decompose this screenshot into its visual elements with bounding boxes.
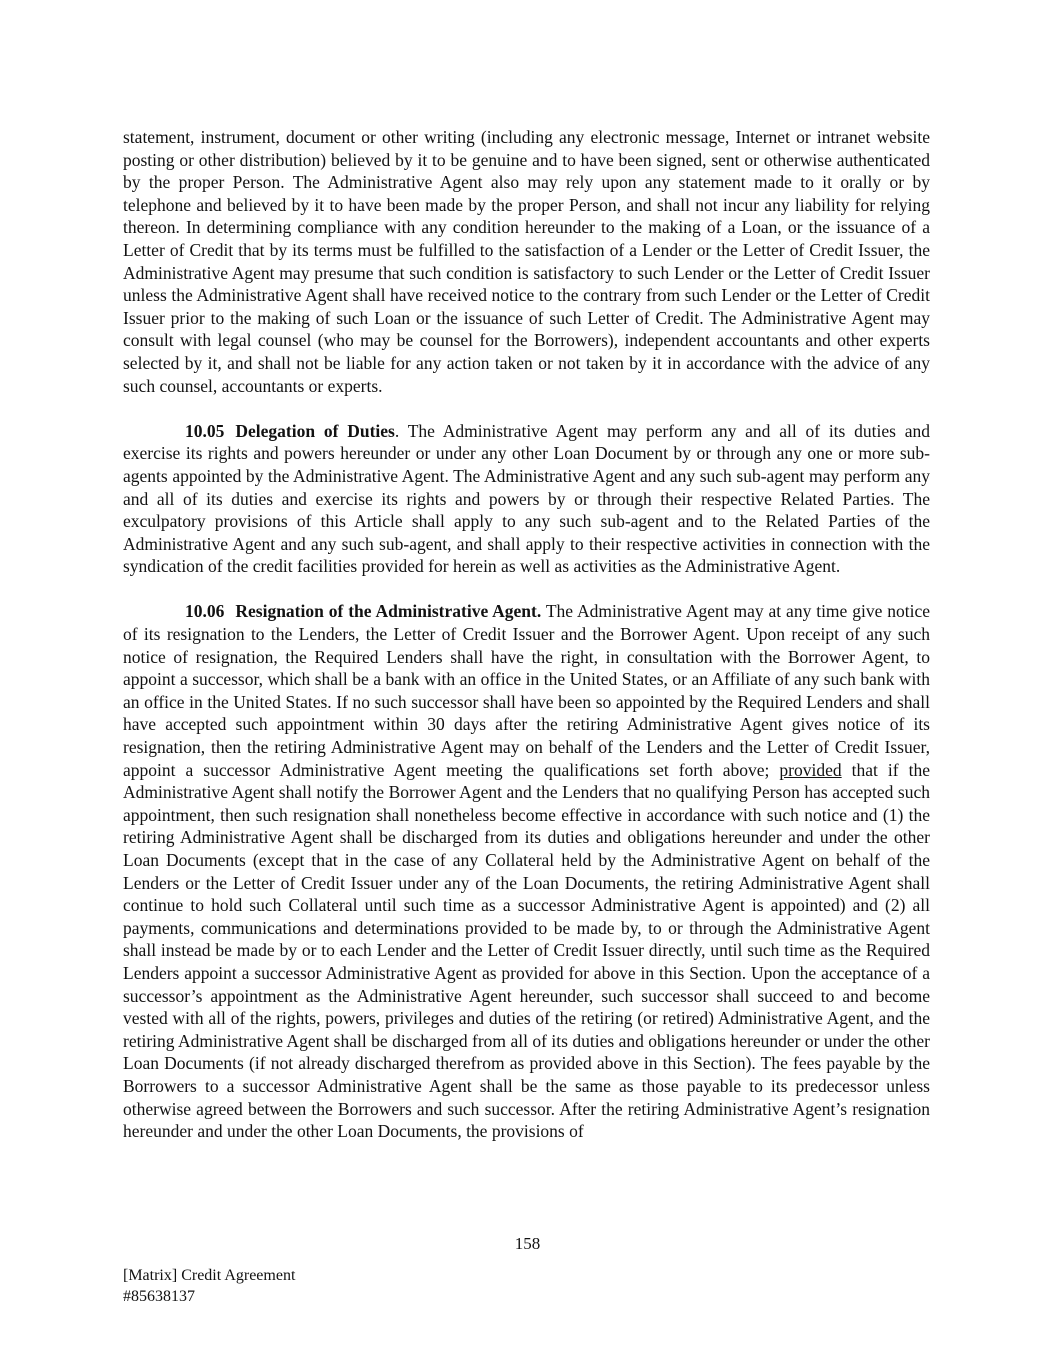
section-heading: Delegation of Duties — [235, 420, 395, 441]
footer-doc-label: [Matrix] Credit Agreement — [123, 1267, 296, 1284]
body-text: that if the Administrative Agent shall notify the Borrower Agent and the Lenders that no qualifying Person has accepted such appointment, then such resignation shall nonetheless become effective in accordance with such notice and (1) the retiring Administrative Agent shall be discharged from its duties and obligations hereunder and under the other Loan Documents (except that in the case of any Collateral held by the Administrative Agent on behalf of the Lenders or the Letter of Credit Issuer under any of the Loan Documents, the retiring Administrative Agent shall continue to hold such Collateral until such time as a successor Administrative Agent is appointed) and (2) all payments, communications and determinations provided to be made by, to or through the Administrative Agent shall instead be made by or to each Lender and the Letter of Credit Issuer directly, until such time as the Required Lenders appoint a successor Administrative Agent as provided for above in this Section. Upon the acceptance of a successor’s appointment as the Administrative Agent hereunder, such successor shall succeed to and become vested with all of the rights, powers, privileges and duties of the retiring (or retired) Administrative Agent, and the retiring Administrative Agent shall be discharged from all of its duties and obligations hereunder or under the other Loan Documents (if not already discharged therefrom as provided above in this Section). The fees payable by the Borrowers to a successor Administrative Agent shall be the same as those payable to its predecessor unless otherwise agreed between the Borrowers and such successor. After the retiring Administrative Agent’s resignation hereunder and under the other Loan Documents, the provisions of — [123, 759, 930, 1142]
defined-term: provided — [779, 759, 842, 780]
page-number: 158 — [514, 1234, 541, 1253]
section-heading: 10.05 — [185, 420, 225, 441]
section-heading: Resignation of the Administrative Agent. — [235, 601, 542, 622]
paragraph — [123, 600, 930, 1142]
body-text: The Administrative Agent may at any time give notice of its resignation to the Lenders, the Letter of Credit Issuer and the Borrower Agent. Upon receipt of any such notice of resignation, the Required Lenders shall have the right, in consultation with the Borrower Agent, to appoint a successor, which shall be a bank with an office in the United States, or an Affiliate of any such bank with an office in the United States. If no such successor shall have been so appointed by the Required Lenders and shall have accepted such appointment within 30 days after the retiring Administrative Agent gives notice of its resignation, then the retiring Administrative Agent may on behalf of the Lenders and the Letter of Credit Issuer, appoint a successor Administrative Agent meeting the qualifications set forth above; — [123, 601, 930, 780]
paragraph — [123, 126, 930, 397]
body-text: statement, instrument, document or other writing (including any electronic message, Internet or intranet website posting or other distribution) believed by it to be genuine and to have been signed, sent or otherwise authenticated by the proper Person. The Administrative Agent also may rely upon any statement made to it orally or by telephone and believed by it to have been made by the proper Person, and shall not incur any liability for relying thereon. In determining compliance with any condition hereunder to the making of a Loan, or the issuance of a Letter of Credit that by its terms must be fulfilled to the satisfaction of a Lender or the Letter of Credit Issuer, the Administrative Agent may presume that such condition is satisfactory to such Lender or the Letter of Credit Issuer unless the Administrative Agent shall have received notice to the contrary from such Lender or the Letter of Credit Issuer prior to the making of such Loan or the issuance of such Letter of Credit. The Administrative Agent may consult with legal counsel (who may be counsel for the Borrowers), independent accountants and other experts selected by it, and shall not be liable for any action taken or not taken by it in accordance with the advice of any such counsel, accountants or experts. — [123, 127, 930, 396]
footer-doc-id: #85638137 — [123, 1287, 195, 1305]
body-text: . The Administrative Agent may perform any and all of its duties and exercise its rights and powers hereunder or under any other Loan Document by or through any one or more sub-agents appointed by the Administrative Agent. The Administrative Agent and any such sub-agent may perform any and all of its duties and exercise its rights and powers by or through their respective Related Parties. The exculpatory provisions of this Article shall apply to any such sub-agent and to the Related Parties of the Administrative Agent and any such sub-agent, and shall apply to their respective activities in connection with the syndication of the credit facilities provided for herein as well as activities as the Administrative Agent. — [123, 420, 930, 577]
section-heading: 10.06 — [185, 601, 225, 622]
document-body — [123, 126, 930, 1165]
paragraph — [123, 420, 930, 578]
document-footer — [123, 1266, 295, 1307]
